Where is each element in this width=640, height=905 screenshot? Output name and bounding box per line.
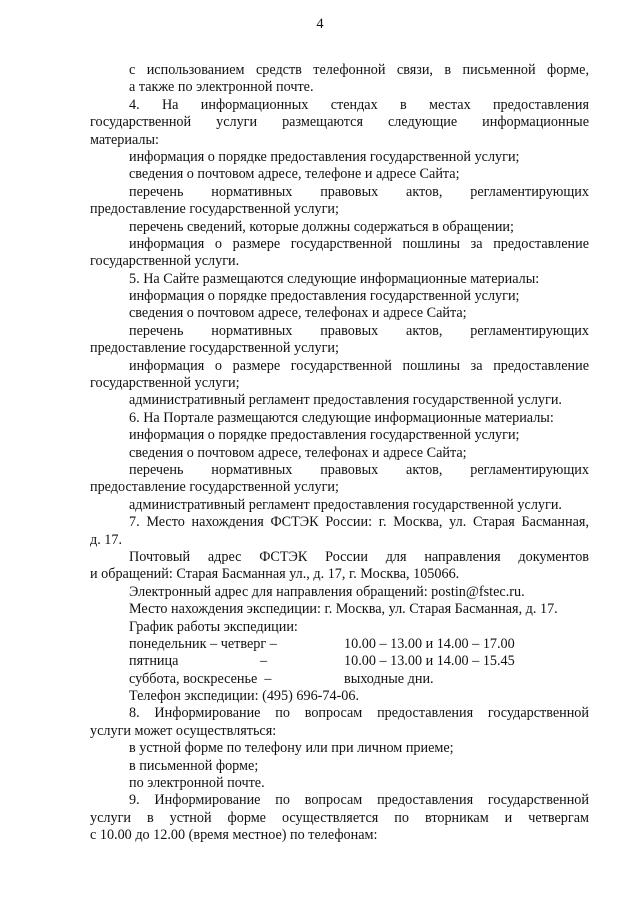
schedule-days: пятница –: [129, 653, 268, 670]
text-line: Почтовый адрес ФСТЭК России для направления документов: [129, 548, 589, 565]
text-line: 7. Место нахождения ФСТЭК России: г. Москва, ул. Старая Басманная,: [129, 514, 589, 531]
text-line: административный регламент предоставления государственной услуги.: [129, 392, 562, 409]
text-line: государственной услуги.: [90, 253, 240, 270]
text-line: информация о размере государственной пошлины за предоставление: [129, 357, 589, 374]
text-line: перечень нормативных правовых актов, регламентирующих: [129, 183, 589, 200]
text-line: услуги может осуществляться:: [90, 722, 277, 739]
text-line: 9. Информирование по вопросам предоставления государственной: [129, 792, 589, 809]
text-line: перечень нормативных правовых актов, регламентирующих: [129, 461, 589, 478]
text-line: перечень сведений, которые должны содержаться в обращении;: [129, 218, 514, 235]
text-line: предоставление государственной услуги;: [90, 340, 339, 357]
text-line: административный регламент предоставления государственной услуги.: [129, 496, 562, 513]
text-line: государственной услуги;: [90, 375, 240, 392]
text-line: государственной услуги размещаются следующие информационные: [90, 114, 589, 131]
text-line: информация о порядке предоставления государственной услуги;: [129, 288, 520, 305]
text-line: информация о порядке предоставления государственной услуги;: [129, 427, 520, 444]
schedule-row: [90, 653, 589, 670]
text-line: информация о размере государственной пошлины за предоставление: [129, 235, 589, 252]
schedule-row: [90, 636, 589, 653]
text-line: предоставление государственной услуги;: [90, 201, 339, 218]
text-line: и обращений: Старая Басманная ул., д. 17, г. Москва, 105066.: [90, 566, 460, 583]
text-line: в устной форме по телефону или при личном приеме;: [129, 740, 454, 757]
text-line: материалы:: [90, 131, 159, 148]
text-line: перечень нормативных правовых актов, регламентирующих: [129, 322, 589, 339]
page-number: 4: [316, 16, 324, 32]
schedule-row: [90, 671, 589, 688]
text-line: сведения о почтовом адресе, телефонах и адресе Сайта;: [129, 305, 467, 322]
text-line: Место нахождения экспедиции: г. Москва, ул. Старая Басманная, д. 17.: [129, 601, 558, 618]
text-line: а также по электронной почте.: [129, 79, 314, 96]
text-line: сведения о почтовом адресе, телефоне и адресе Сайта;: [129, 166, 460, 183]
schedule-time: выходные дни.: [344, 670, 434, 687]
schedule-days: суббота, воскресенье –: [129, 670, 272, 687]
text-line: с 10.00 до 12.00 (время местное) по телефонам:: [90, 827, 378, 844]
text-line: по электронной почте.: [129, 775, 265, 792]
schedule-time: 10.00 – 13.00 и 14.00 – 15.45: [344, 653, 515, 670]
text-line: 5. На Сайте размещаются следующие информационные материалы:: [129, 270, 540, 287]
text-line: информация о порядке предоставления государственной услуги;: [129, 148, 520, 165]
text-line: с использованием средств телефонной связи, в письменной форме,: [129, 62, 589, 78]
text-line: График работы экспедиции:: [129, 618, 298, 635]
text-line: Электронный адрес для направления обращений: postin@fstec.ru.: [129, 583, 525, 600]
document-body: [90, 62, 589, 845]
text-line: Телефон экспедиции: (495) 696-74-06.: [129, 688, 360, 705]
text-line: д. 17.: [90, 531, 123, 548]
text-line: сведения о почтовом адресе, телефонах и адресе Сайта;: [129, 444, 467, 461]
text-line: услуги в устной форме осуществляется по вторникам и четвергам: [90, 809, 589, 826]
schedule-time: 10.00 – 13.00 и 14.00 – 17.00: [344, 635, 515, 652]
schedule-days: понедельник – четверг –: [129, 635, 277, 652]
text-line: в письменной форме;: [129, 757, 259, 774]
text-line: 6. На Портале размещаются следующие информационные материалы:: [129, 409, 554, 426]
text-line: предоставление государственной услуги;: [90, 479, 339, 496]
text-line: 8. Информирование по вопросам предоставления государственной: [129, 705, 589, 722]
text-line: 4. На информационных стендах в местах предоставления: [129, 96, 589, 113]
